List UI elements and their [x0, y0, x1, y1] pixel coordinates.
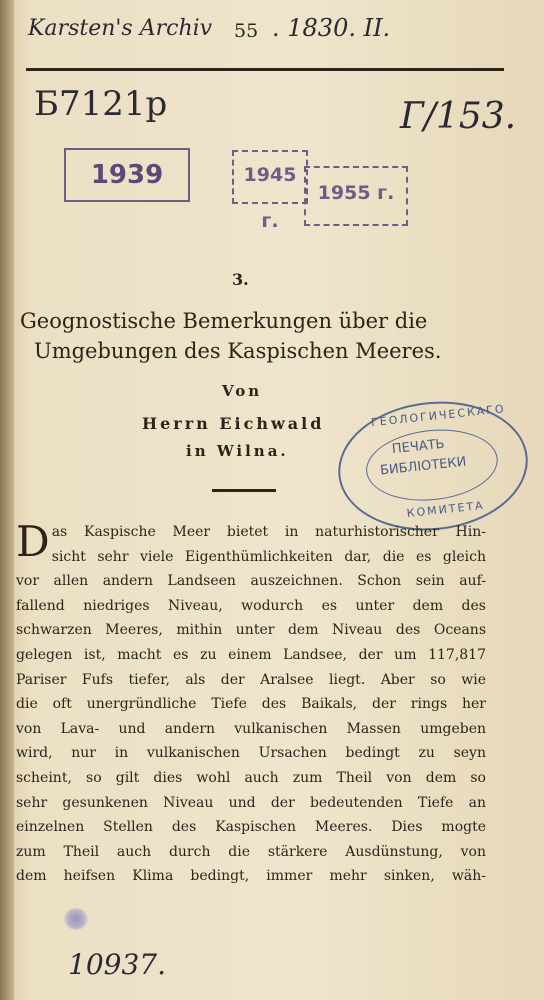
page-number: 55: [234, 20, 259, 42]
body-line: fallend niedriges Niveau, wodurch es unter dem des: [16, 597, 486, 614]
library-stamp-line-2: БИБЛІОТЕКИ: [379, 454, 468, 479]
library-stamp-ring-top: ГЕОЛОГИЧЕСКАГО: [370, 402, 507, 430]
title-line-1: Geognostische Bemerkungen über die: [20, 309, 428, 333]
body-line: scheint, so gilt dies wohl auch zum Theil von dem so: [16, 769, 486, 786]
byline-von: Von: [222, 382, 263, 400]
library-stamp-ring-bottom: КОМИТЕТА: [406, 498, 486, 520]
body-line: sehr gesunkenen Niveau und der bedeutenden Tiefe an: [16, 794, 486, 811]
year-stamp-text: 1945 г.: [243, 164, 297, 232]
body-line: Pariser Fufs tiefer, als der Aralsee liegt. Aber so wie: [16, 671, 486, 688]
article-body: [16, 517, 486, 889]
handwritten-inventory-number: 10937.: [68, 948, 166, 981]
body-line: vor allen andern Landseen auszeichnen. Schon sein auf-: [16, 573, 486, 590]
library-stamp: [332, 392, 534, 539]
byline-author: Herrn Eichwald: [142, 414, 325, 433]
body-line: sicht sehr viele Eigenthümlichkeiten dar, die es gleich: [51, 548, 486, 565]
handwritten-volume-mark: Г/153.: [400, 96, 517, 137]
drop-cap: D: [16, 517, 50, 566]
body-line: as Kaspische Meer bietet in naturhistorischer Hin-: [51, 524, 486, 540]
body-line: einzelnen Stellen des Kaspischen Meeres. Dies mogte: [16, 819, 486, 836]
book-spine-shadow: [0, 0, 14, 1000]
header-rule: [26, 68, 504, 71]
year-stamp-1939: [64, 148, 190, 202]
section-number: 3.: [232, 270, 249, 289]
article-title: [20, 306, 500, 366]
body-line: von Lava- und andern vulkanischen Massen umgeben: [16, 720, 486, 737]
year-stamp-1955: [304, 166, 408, 226]
body-line: wird, nur in vulkanischen Ursachen bedingt zu seyn: [16, 745, 486, 762]
year-stamp-text: 1939: [90, 160, 164, 190]
body-line: schwarzen Meeres, mithin unter dem Niveau des Oceans: [16, 622, 486, 639]
title-line-2: Umgebungen des Kaspischen Meeres.: [34, 339, 442, 363]
body-line: zum Theil auch durch die stärkere Ausdünstung, von: [16, 843, 486, 860]
handwritten-shelfmark: Б7121р: [34, 84, 168, 124]
heading-divider: [212, 489, 276, 492]
year-stamp-text: 1955 г.: [317, 182, 395, 204]
library-stamp-line-1: ПЕЧАТЬ: [391, 436, 446, 458]
byline-location: in Wilna.: [186, 442, 289, 460]
ink-smudge: [64, 908, 88, 930]
body-line: dem heifsen Klima bedingt, immer mehr sinken, wäh-: [16, 868, 486, 885]
handwritten-year-note: . 1830. II.: [272, 14, 391, 42]
handwritten-source-note: Karsten's Archiv: [28, 16, 213, 41]
body-line: gelegen ist, macht es zu einem Landsee, der um 117,817: [16, 646, 486, 663]
year-stamp-1945: [232, 150, 308, 232]
body-line: die oft unergründliche Tiefe des Baikals, der rings her: [16, 696, 486, 713]
